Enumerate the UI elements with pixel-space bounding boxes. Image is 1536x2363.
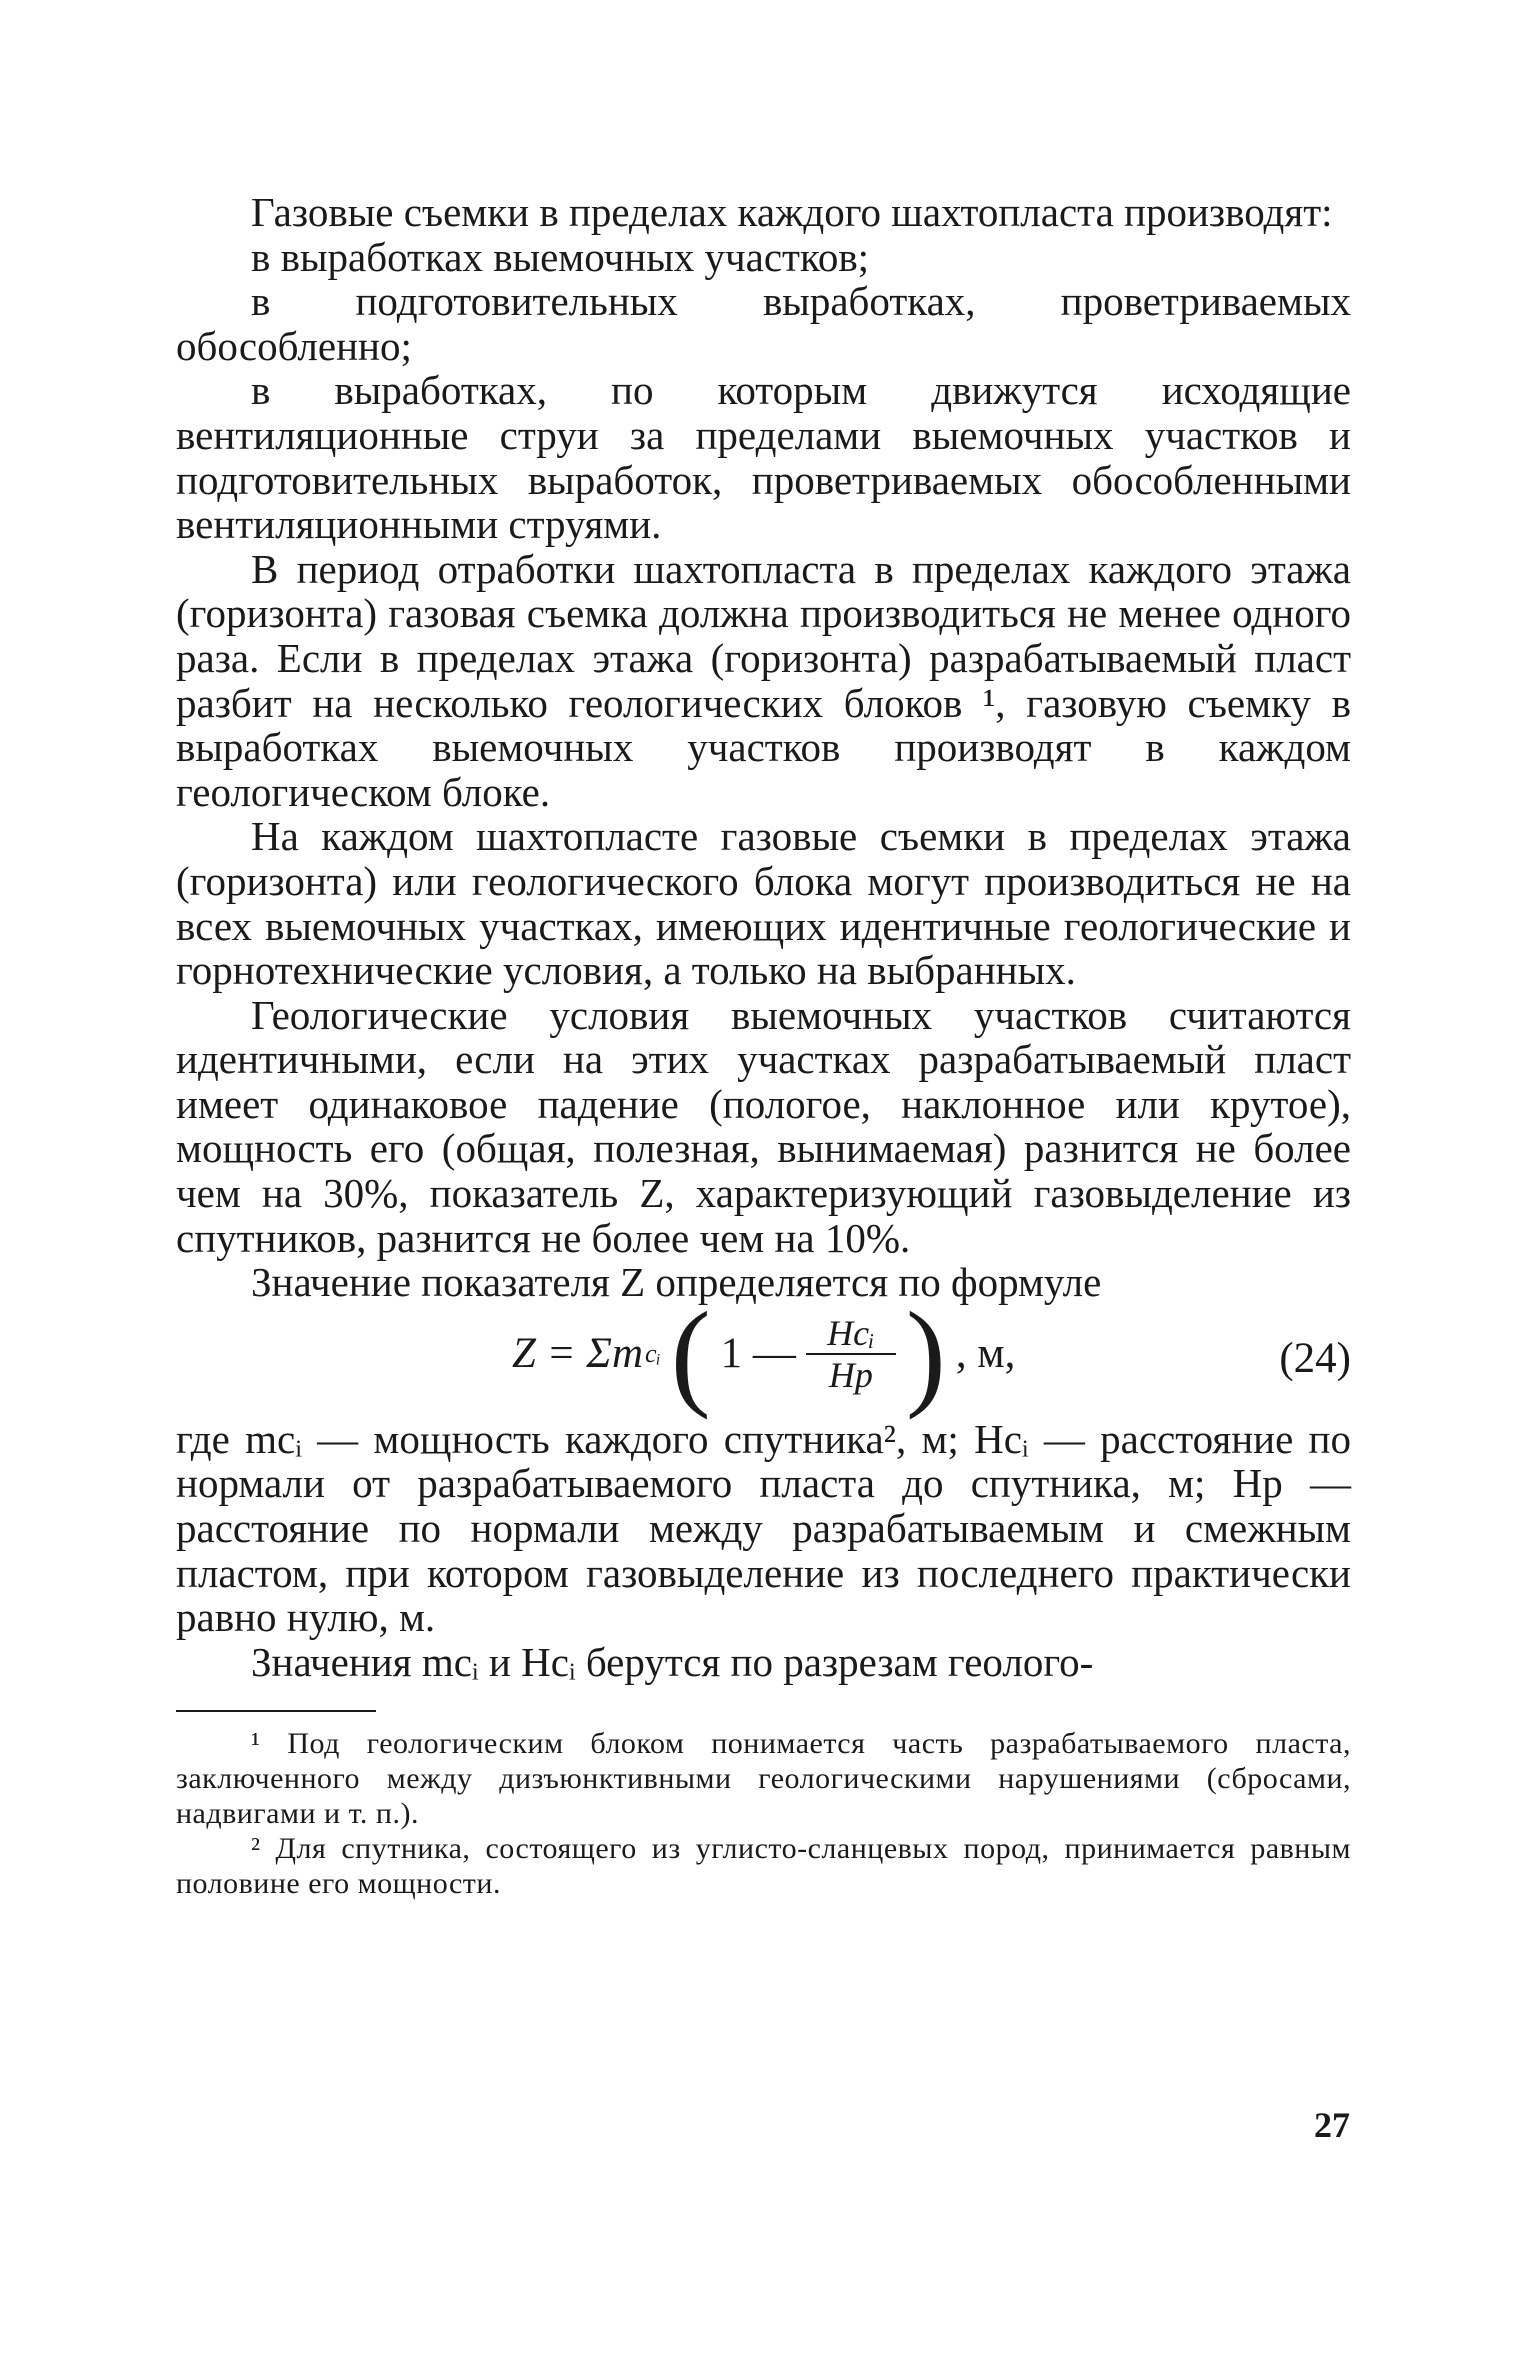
paragraph-2: в выработках выемочных участков;	[251, 233, 870, 280]
footnote-2: ² Для спутника, состоящего из углисто-сланцевых пород, принимается равным половине его мощности.	[176, 1832, 1351, 1901]
paragraph-4: в выработках, по которым движутся исходящие вентиляционные струи за пределами выемочных участков и подготовительных выработок, проветриваемых обособленными вентиляционными струями.	[176, 367, 1351, 548]
footnote-1: ¹ Под геологическим блоком понимается часть разрабатываемого пласта, заключенного между дизъюнктивными геологическими нарушениями (сбросами, надвигами и т. п.).	[176, 1727, 1351, 1831]
formula-numerator: Hcᵢ	[827, 1312, 875, 1353]
formula-unit: , м,	[955, 1329, 1016, 1377]
paragraph-where: где mcᵢ — мощность каждого спутника², м; Hcᵢ — расстояние по нормали от разрабатываемого пласта до спутника, м; Hp — расстояние по нормали между разрабатываемым и смежным пластом, при котором газовыделение из последнего практически равно нулю, м.	[176, 1415, 1351, 1641]
paragraph-5: В период отработки шахтопласта в пределах каждого этажа (горизонта) газовая съемка должна производиться не менее одного раза. Если в пределах этажа (горизонта) разрабатываемый пласт разбит на несколько геологических блоков ¹, газовую съемку в выработках выемочных участков производят в каждом геологическом блоке.	[176, 545, 1351, 815]
formula-denominator: Hp	[828, 1354, 873, 1395]
formula-fraction	[806, 1313, 896, 1395]
paragraph-6: На каждом шахтопласте газовые съемки в пределах этажа (горизонта) или геологического блока могут производиться не на всех выемочных участках, имеющих идентичные геологические и горнотехнические условия, а только на выбранных.	[176, 813, 1351, 994]
formula-sub: cᵢ	[645, 1338, 661, 1368]
paragraph-1: Газовые съемки в пределах каждого шахтопласта производят:	[251, 189, 1333, 235]
formula-lhs: Z = Σm	[512, 1329, 644, 1377]
formula-number: (24)	[1279, 1334, 1351, 1382]
left-paren: (	[670, 1286, 711, 1420]
paragraph-3: в подготовительных выработках, проветриваемых обособленно;	[176, 278, 1351, 369]
paragraph-8: Значение показателя Z определяется по формуле	[251, 1259, 1102, 1306]
formula-one-minus: 1 —	[720, 1329, 796, 1377]
footnote-divider	[176, 1710, 376, 1712]
right-paren: )	[905, 1286, 946, 1420]
formula-24	[176, 1286, 1351, 1420]
formula-expression	[512, 1286, 1016, 1420]
paragraph-values: Значения mcᵢ и Hcᵢ берутся по разрезам геолого-	[251, 1638, 1094, 1685]
paragraph-7: Геологические условия выемочных участков считаются идентичными, если на этих участках разрабатываемый пласт имеет одинаковое падение (пологое, наклонное или крутое), мощность его (общая, полезная, вынимаемая) разнится не более чем на 30%, показатель Z, характеризующий газовыделение из спутников, разнится не более чем на 10%.	[176, 991, 1351, 1261]
page-body	[176, 190, 1351, 1901]
page-number: 27	[1314, 2105, 1350, 2145]
